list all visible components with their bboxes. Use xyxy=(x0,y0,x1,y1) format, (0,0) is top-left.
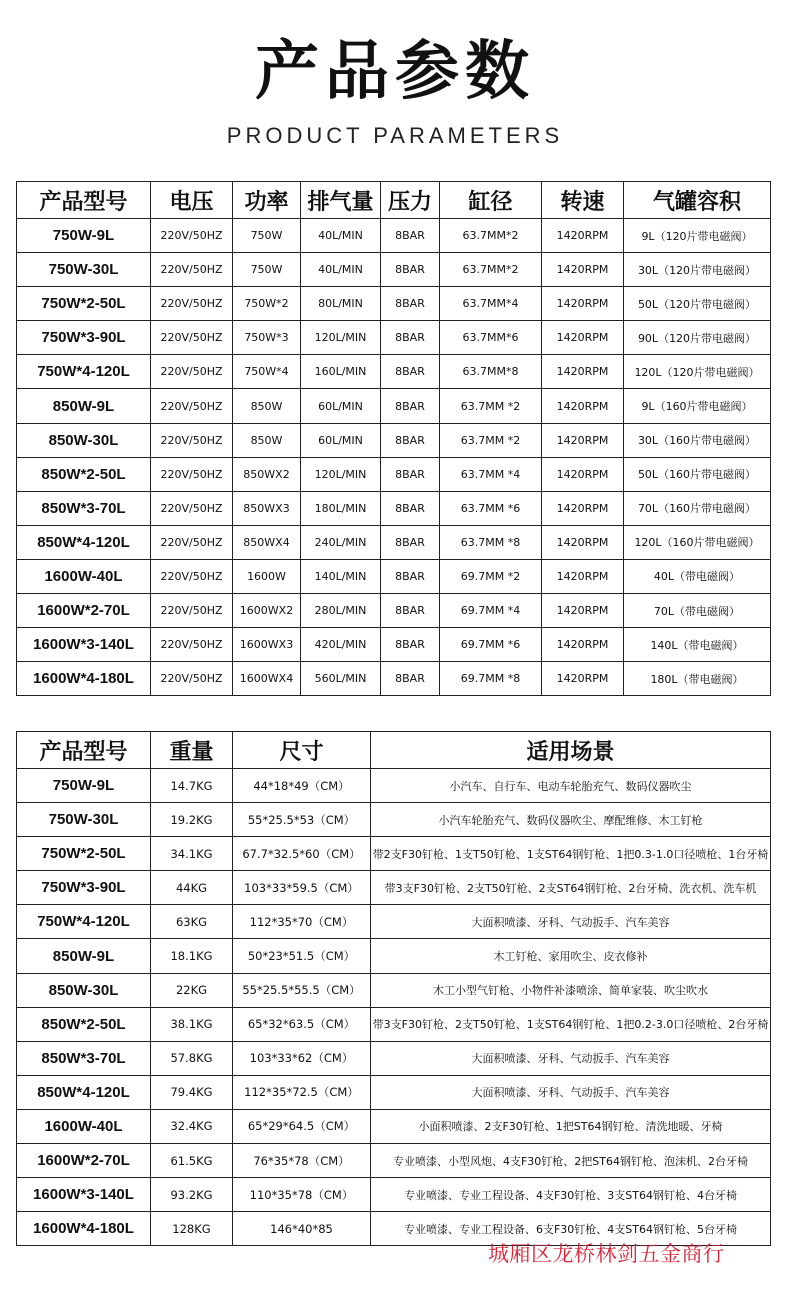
parameters-table xyxy=(16,181,771,696)
table-cell: 8BAR xyxy=(381,594,440,628)
table-row xyxy=(17,905,771,939)
table-cell: 93.2KG xyxy=(151,1178,233,1212)
table-cell: 1600W*3-140L xyxy=(17,628,151,662)
table-cell: 120L（160片带电磁阀） xyxy=(624,525,771,559)
table-cell: 14.7KG xyxy=(151,769,233,803)
table-row xyxy=(17,321,771,355)
table-cell: 1420RPM xyxy=(542,355,624,389)
table-cell: 1600WX2 xyxy=(233,594,301,628)
table-cell: 8BAR xyxy=(381,355,440,389)
table-cell: 8BAR xyxy=(381,389,440,423)
table-row xyxy=(17,491,771,525)
column-header: 气罐容积 xyxy=(624,182,771,219)
table-cell: 65*32*63.5（CM） xyxy=(233,1007,371,1041)
table-row xyxy=(17,871,771,905)
table-cell: 60L/MIN xyxy=(301,389,381,423)
table-cell: 850W*2-50L xyxy=(17,1007,151,1041)
table-cell: 850W xyxy=(233,389,301,423)
table-cell: 750W*4 xyxy=(233,355,301,389)
table-cell: 8BAR xyxy=(381,628,440,662)
table-cell: 63.7MM*4 xyxy=(440,287,542,321)
table-cell: 63KG xyxy=(151,905,233,939)
table-cell: 9L（160片带电磁阀） xyxy=(624,389,771,423)
table-cell: 420L/MIN xyxy=(301,628,381,662)
table-cell: 木工钉枪、家用吹尘、皮衣修补 xyxy=(371,939,771,973)
table-row xyxy=(17,939,771,973)
table-cell: 750W*2 xyxy=(233,287,301,321)
table-cell: 60L/MIN xyxy=(301,423,381,457)
table-cell: 1420RPM xyxy=(542,559,624,593)
table-cell: 180L（带电磁阀） xyxy=(624,662,771,696)
table-cell: 220V/50HZ xyxy=(151,355,233,389)
table-row xyxy=(17,253,771,287)
table-cell: 850WX3 xyxy=(233,491,301,525)
column-header: 功率 xyxy=(233,182,301,219)
table-cell: 44KG xyxy=(151,871,233,905)
column-header: 转速 xyxy=(542,182,624,219)
table-cell: 1600W-40L xyxy=(17,1109,151,1143)
table-cell: 19.2KG xyxy=(151,803,233,837)
table-cell: 63.7MM*6 xyxy=(440,321,542,355)
table-cell: 63.7MM *8 xyxy=(440,525,542,559)
table-row xyxy=(17,594,771,628)
table-cell: 220V/50HZ xyxy=(151,457,233,491)
table-cell: 220V/50HZ xyxy=(151,389,233,423)
table-cell: 220V/50HZ xyxy=(151,628,233,662)
table-cell: 带2支F30钉枪、1支T50钉枪、1支ST64钢钉枪、1把0.3-1.0口径喷枪、1台牙椅 xyxy=(371,837,771,871)
table-cell: 850W*4-120L xyxy=(17,525,151,559)
table-row xyxy=(17,662,771,696)
table-cell: 22KG xyxy=(151,973,233,1007)
table-cell: 70L（160片带电磁阀） xyxy=(624,491,771,525)
table-cell: 8BAR xyxy=(381,321,440,355)
table-cell: 1420RPM xyxy=(542,662,624,696)
table-row xyxy=(17,1109,771,1143)
table-cell: 76*35*78（CM） xyxy=(233,1144,371,1178)
column-header: 排气量 xyxy=(301,182,381,219)
table-row xyxy=(17,1075,771,1109)
table-cell: 63.7MM *6 xyxy=(440,491,542,525)
table-row xyxy=(17,769,771,803)
table-row xyxy=(17,1007,771,1041)
table-cell: 带3支F30钉枪、2支T50钉枪、1支ST64钢钉枪、1把0.2-3.0口径喷枪、2台牙椅 xyxy=(371,1007,771,1041)
table-cell: 280L/MIN xyxy=(301,594,381,628)
table-cell: 8BAR xyxy=(381,457,440,491)
table-cell: 大面积喷漆、牙科、气动扳手、汽车美容 xyxy=(371,905,771,939)
table-cell: 103*33*59.5（CM） xyxy=(233,871,371,905)
table-row xyxy=(17,1178,771,1212)
table-cell: 大面积喷漆、牙科、气动扳手、汽车美容 xyxy=(371,1041,771,1075)
table-cell: 大面积喷漆、牙科、气动扳手、汽车美容 xyxy=(371,1075,771,1109)
table-cell: 120L（120片带电磁阀） xyxy=(624,355,771,389)
table-cell: 220V/50HZ xyxy=(151,525,233,559)
column-header: 重量 xyxy=(151,732,233,769)
table-cell: 110*35*78（CM） xyxy=(233,1178,371,1212)
table-row xyxy=(17,355,771,389)
table-cell: 220V/50HZ xyxy=(151,559,233,593)
table-row xyxy=(17,525,771,559)
table-cell: 50L（160片带电磁阀） xyxy=(624,457,771,491)
table-row xyxy=(17,973,771,1007)
table-cell: 小汽车轮胎充气、数码仪器吹尘、摩配维修、木工钉枪 xyxy=(371,803,771,837)
table-cell: 1600W*3-140L xyxy=(17,1178,151,1212)
table-cell: 30L（120片带电磁阀） xyxy=(624,253,771,287)
table-cell: 30L（160片带电磁阀） xyxy=(624,423,771,457)
table-cell: 9L（120片带电磁阀） xyxy=(624,219,771,253)
table-row xyxy=(17,837,771,871)
table-cell: 34.1KG xyxy=(151,837,233,871)
table-row xyxy=(17,628,771,662)
table-row xyxy=(17,457,771,491)
table-cell: 850W xyxy=(233,423,301,457)
table-cell: 木工小型气钉枪、小物件补漆喷涂、简单家装、吹尘吹水 xyxy=(371,973,771,1007)
table-cell: 128KG xyxy=(151,1212,233,1246)
table-cell: 63.7MM *4 xyxy=(440,457,542,491)
table-row xyxy=(17,803,771,837)
table-cell: 112*35*72.5（CM） xyxy=(233,1075,371,1109)
table-cell: 69.7MM *4 xyxy=(440,594,542,628)
table-cell: 40L（带电磁阀） xyxy=(624,559,771,593)
table-cell: 1600WX4 xyxy=(233,662,301,696)
table-cell: 1420RPM xyxy=(542,491,624,525)
table-cell: 67.7*32.5*60（CM） xyxy=(233,837,371,871)
table-row xyxy=(17,219,771,253)
table-cell: 40L/MIN xyxy=(301,219,381,253)
table-cell: 69.7MM *2 xyxy=(440,559,542,593)
table-cell: 79.4KG xyxy=(151,1075,233,1109)
table-cell: 140L（带电磁阀） xyxy=(624,628,771,662)
table-cell: 1420RPM xyxy=(542,287,624,321)
table-cell: 专业喷漆、专业工程设备、4支F30钉枪、3支ST64钢钉枪、4台牙椅 xyxy=(371,1178,771,1212)
table-cell: 850W*4-120L xyxy=(17,1075,151,1109)
table-cell: 103*33*62（CM） xyxy=(233,1041,371,1075)
table-cell: 850W-30L xyxy=(17,423,151,457)
table-cell: 112*35*70（CM） xyxy=(233,905,371,939)
table-cell: 1420RPM xyxy=(542,219,624,253)
table-cell: 1600WX3 xyxy=(233,628,301,662)
table-cell: 小面积喷漆、2支F30钉枪、1把ST64钢钉枪、清洗地暖、牙椅 xyxy=(371,1109,771,1143)
table-cell: 1600W*2-70L xyxy=(17,594,151,628)
column-header: 适用场景 xyxy=(371,732,771,769)
page-subtitle: PRODUCT PARAMETERS xyxy=(226,123,564,148)
table-cell: 63.7MM*2 xyxy=(440,219,542,253)
table-row xyxy=(17,1041,771,1075)
table-cell: 1600W-40L xyxy=(17,559,151,593)
table-cell: 220V/50HZ xyxy=(151,423,233,457)
table-cell: 560L/MIN xyxy=(301,662,381,696)
table-cell: 18.1KG xyxy=(151,939,233,973)
table-cell: 8BAR xyxy=(381,287,440,321)
table-cell: 8BAR xyxy=(381,219,440,253)
table-cell: 8BAR xyxy=(381,525,440,559)
table-cell: 850W*3-70L xyxy=(17,1041,151,1075)
table-cell: 140L/MIN xyxy=(301,559,381,593)
table-cell: 1420RPM xyxy=(542,457,624,491)
table-cell: 850W*3-70L xyxy=(17,491,151,525)
table-cell: 69.7MM *6 xyxy=(440,628,542,662)
table-cell: 850W-30L xyxy=(17,973,151,1007)
table-cell: 1420RPM xyxy=(542,389,624,423)
column-header: 产品型号 xyxy=(17,732,151,769)
column-header: 压力 xyxy=(381,182,440,219)
table-row xyxy=(17,423,771,457)
table-cell: 1420RPM xyxy=(542,423,624,457)
table-cell: 61.5KG xyxy=(151,1144,233,1178)
table-cell: 63.7MM *2 xyxy=(440,389,542,423)
table-cell: 850WX2 xyxy=(233,457,301,491)
table-cell: 1600W*4-180L xyxy=(17,662,151,696)
table-cell: 44*18*49（CM） xyxy=(233,769,371,803)
table-cell: 专业喷漆、小型风炮、4支F30钉枪、2把ST64钢钉枪、泡沫机、2台牙椅 xyxy=(371,1144,771,1178)
table-cell: 50*23*51.5（CM） xyxy=(233,939,371,973)
table-cell: 1600W*4-180L xyxy=(17,1212,151,1246)
table-cell: 220V/50HZ xyxy=(151,491,233,525)
table-cell: 750W-9L xyxy=(17,219,151,253)
table-cell: 120L/MIN xyxy=(301,321,381,355)
table-cell: 220V/50HZ xyxy=(151,321,233,355)
table-cell: 1420RPM xyxy=(542,253,624,287)
table-cell: 55*25.5*55.5（CM） xyxy=(233,973,371,1007)
table-row xyxy=(17,1144,771,1178)
table-cell: 750W-30L xyxy=(17,803,151,837)
table-cell: 750W*3 xyxy=(233,321,301,355)
table-cell: 850W-9L xyxy=(17,939,151,973)
table-cell: 146*40*85 xyxy=(233,1212,371,1246)
table-cell: 850W-9L xyxy=(17,389,151,423)
table-cell: 220V/50HZ xyxy=(151,594,233,628)
table-cell: 750W*2-50L xyxy=(17,837,151,871)
table-cell: 8BAR xyxy=(381,491,440,525)
table-cell: 1420RPM xyxy=(542,525,624,559)
table-cell: 220V/50HZ xyxy=(151,253,233,287)
table-cell: 750W-30L xyxy=(17,253,151,287)
table-cell: 750W*4-120L xyxy=(17,355,151,389)
table-row xyxy=(17,389,771,423)
page-title: 产品参数 xyxy=(255,35,535,109)
table-cell: 1600W xyxy=(233,559,301,593)
table-cell: 带3支F30钉枪、2支T50钉枪、2支ST64钢钉枪、2台牙椅、洗衣机、洗车机 xyxy=(371,871,771,905)
table-cell: 1420RPM xyxy=(542,594,624,628)
table-cell: 220V/50HZ xyxy=(151,662,233,696)
table-cell: 38.1KG xyxy=(151,1007,233,1041)
table-cell: 80L/MIN xyxy=(301,287,381,321)
column-header: 电压 xyxy=(151,182,233,219)
column-header: 尺寸 xyxy=(233,732,371,769)
table-cell: 1600W*2-70L xyxy=(17,1144,151,1178)
table-cell: 120L/MIN xyxy=(301,457,381,491)
table-cell: 63.7MM *2 xyxy=(440,423,542,457)
table-cell: 55*25.5*53（CM） xyxy=(233,803,371,837)
table-cell: 专业喷漆、专业工程设备、6支F30钉枪、4支ST64钢钉枪、5台牙椅 xyxy=(371,1212,771,1246)
table-cell: 1420RPM xyxy=(542,628,624,662)
table-cell: 32.4KG xyxy=(151,1109,233,1143)
table-cell: 750W xyxy=(233,219,301,253)
table-cell: 40L/MIN xyxy=(301,253,381,287)
table-cell: 57.8KG xyxy=(151,1041,233,1075)
table-cell: 50L（120片带电磁阀） xyxy=(624,287,771,321)
table-row xyxy=(17,287,771,321)
table-cell: 160L/MIN xyxy=(301,355,381,389)
table-cell: 63.7MM*2 xyxy=(440,253,542,287)
column-header: 产品型号 xyxy=(17,182,151,219)
table-cell: 750W*2-50L xyxy=(17,287,151,321)
table-cell: 8BAR xyxy=(381,559,440,593)
table-cell: 220V/50HZ xyxy=(151,219,233,253)
table-cell: 小汽车、自行车、电动车轮胎充气、数码仪器吹尘 xyxy=(371,769,771,803)
table-cell: 1420RPM xyxy=(542,321,624,355)
table-cell: 750W-9L xyxy=(17,769,151,803)
table-cell: 850W*2-50L xyxy=(17,457,151,491)
usage-table xyxy=(16,731,771,1246)
table-cell: 180L/MIN xyxy=(301,491,381,525)
table-cell: 69.7MM *8 xyxy=(440,662,542,696)
table-row xyxy=(17,559,771,593)
table-cell: 8BAR xyxy=(381,662,440,696)
table-cell: 90L（120片带电磁阀） xyxy=(624,321,771,355)
table-cell: 750W xyxy=(233,253,301,287)
table-cell: 70L（带电磁阀） xyxy=(624,594,771,628)
shop-watermark: 城厢区龙桥林剑五金商行 xyxy=(488,1242,725,1266)
table-cell: 850WX4 xyxy=(233,525,301,559)
table-cell: 8BAR xyxy=(381,253,440,287)
table-cell: 65*29*64.5（CM） xyxy=(233,1109,371,1143)
table-cell: 240L/MIN xyxy=(301,525,381,559)
table-cell: 750W*4-120L xyxy=(17,905,151,939)
table-cell: 750W*3-90L xyxy=(17,321,151,355)
table-cell: 8BAR xyxy=(381,423,440,457)
table-cell: 220V/50HZ xyxy=(151,287,233,321)
table-cell: 750W*3-90L xyxy=(17,871,151,905)
column-header: 缸径 xyxy=(440,182,542,219)
table-cell: 63.7MM*8 xyxy=(440,355,542,389)
